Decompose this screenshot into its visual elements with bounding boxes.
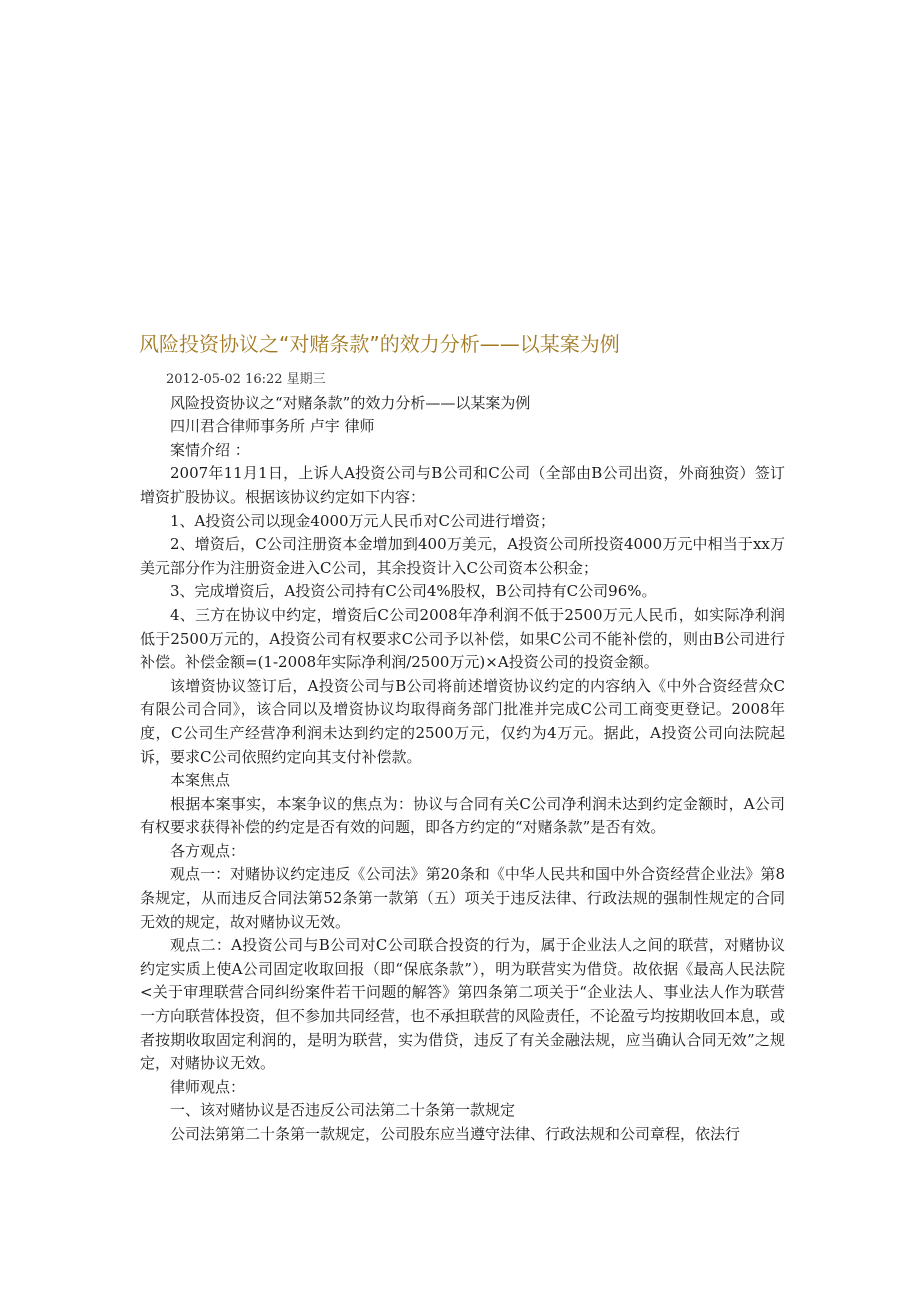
- article-title: 风险投资协议之“对赌条款”的效力分析——以某案为例: [139, 332, 620, 356]
- article-body: [140, 368, 785, 1147]
- paragraph: 根据本案事实，本案争议的焦点为：协议与合同有关C公司净利润未达到约定金额时，A公司有权要求获得补偿的约定是否有效的问题，即各方约定的“对赌条款”是否有效。: [140, 794, 785, 837]
- section-heading: 各方观点：: [170, 841, 246, 860]
- paragraph: 公司法第第二十条第一款规定，公司股东应当遵守法律、行政法规和公司章程，依法行: [170, 1125, 741, 1143]
- paragraph: 一、该对赌协议是否违反公司法第二十条第一款规定: [170, 1101, 516, 1120]
- paragraph: 观点二：A投资公司与B公司对C公司联合投资的行为，属于企业法人之间的联营，对赌协议约定实质上使A公司固定收取回报（即“保底条款”），明为联营实为借贷。故依据《最高人民法院<关于审理联营合同纠纷案件若干问题的解答》第四条第二项关于“企业法人、事业法人作为联营一方向联营体投资，但不参加共同经营，也不承担联营的风险责任，不论盈亏均按期收回本息，或者按期收取固定利润的，是明为联营，实为借贷，违反了有关金融法规，应当确认合同无效”之规定，对赌协议无效。: [140, 936, 786, 1073]
- publish-date: 2012-05-02 16:22 星期三: [166, 372, 326, 387]
- paragraph: 观点一：对赌协议约定违反《公司法》第20条和《中华人民共和国中外合资经营企业法》第8条规定，从而违反合同法第52条第一款第（五）项关于违反法律、行政法规的强制性规定的合同无效的规定，故对赌协议无效。: [140, 865, 785, 931]
- article-subtitle: 风险投资协议之“对赌条款”的效力分析——以某案为例: [170, 393, 531, 412]
- article-author: 四川君合律师事务所 卢宇 律师: [170, 417, 375, 436]
- paragraph: 3、完成增资后，A投资公司持有C公司4%股权，B公司持有C公司96%。: [170, 582, 657, 601]
- paragraph: 1、A投资公司以现金4000万元人民币对C公司进行增资；: [170, 511, 556, 530]
- section-heading: 律师观点：: [170, 1077, 246, 1096]
- paragraph: 2、增资后，C公司注册资本金增加到400万美元，A投资公司所投资4000万元中相当于xx万美元部分作为注册资金进入C公司，其余投资计入C公司资本公积金；: [140, 535, 785, 577]
- section-heading: 本案焦点: [170, 771, 231, 790]
- paragraph: 2007年11月1日，上诉人A投资公司与B公司和C公司（全部由B公司出资，外商独资）签订增资扩股协议。根据该协议约定如下内容：: [140, 464, 785, 506]
- case-intro-heading: 案情介绍 ：: [170, 440, 250, 459]
- paragraph: 4、三方在协议中约定，增资后C公司2008年净利润不低于2500万元人民币，如实际净利润低于2500万元的，A投资公司有权要求C公司予以补偿，如果C公司不能补偿的，则由B公司进行补偿。补偿金额=(1-2008年实际净利润/2500万元)×A投资公司的投资金额。: [140, 605, 785, 672]
- paragraph: 该增资协议签订后，A投资公司与B公司将前述增资协议约定的内容纳入《中外合资经营众C有限公司合同》，该合同以及增资协议均取得商务部门批准并完成C公司工商变更登记。2008年度，C公司生产经营净利润未达到约定的2500万元，仅约为4万元。据此，A投资公司向法院起诉，要求C公司依照约定向其支付补偿款。: [140, 676, 785, 766]
